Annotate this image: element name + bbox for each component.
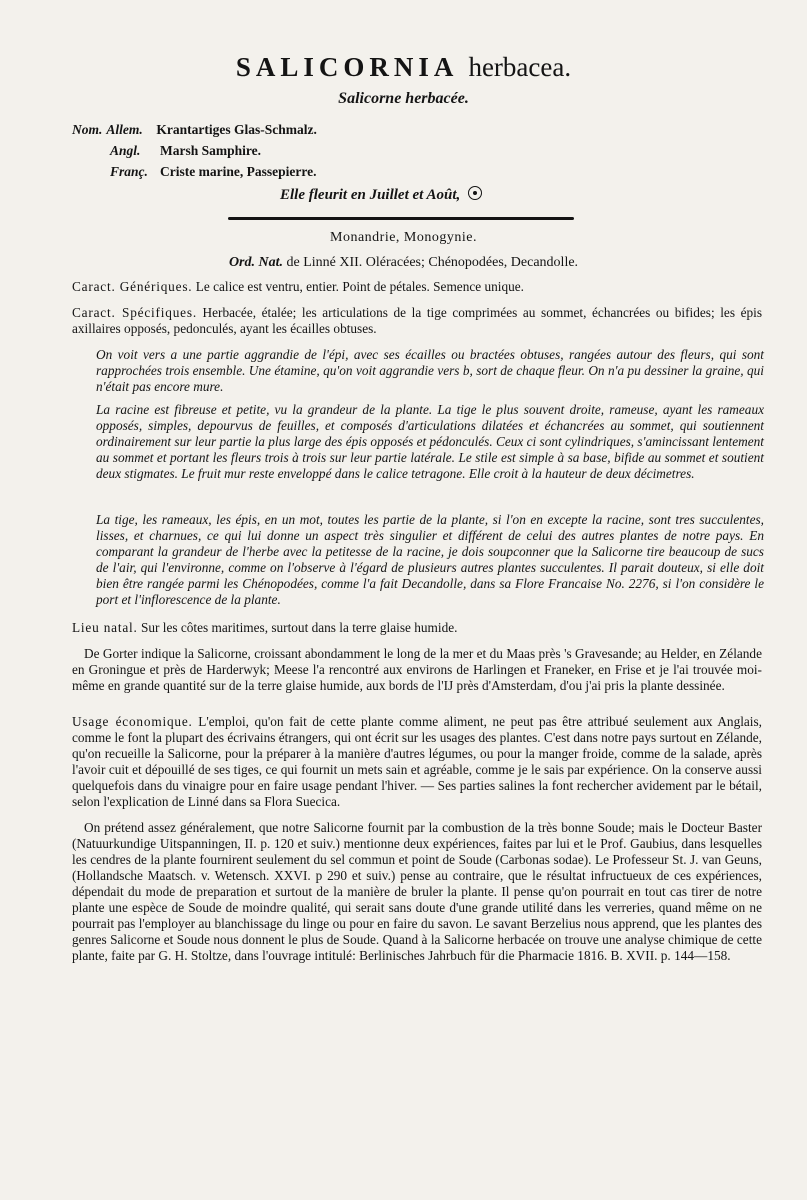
ord-nat-text: de Linné XII. Oléracées; Chénopodées, Decandolle.	[286, 255, 579, 270]
economic-usage	[72, 714, 762, 810]
usage-label: Usage économique.	[72, 714, 193, 729]
lang-german: Allem.	[106, 122, 143, 137]
name-german: Krantartiges Glas-Schmalz.	[156, 122, 317, 137]
perennial-symbol-icon	[468, 186, 482, 200]
name-english: Marsh Samphire.	[160, 143, 262, 158]
page-title	[0, 52, 807, 82]
natural-order	[0, 255, 807, 271]
genus-name: SALICORNIA	[235, 52, 459, 82]
usage-text: L'emploi, qu'on fait de cette plante comme aliment, ne peut pas être attribué seulement aux Anglais, comme le font la plupart des écrivains étrangers, qui ont écrit sur les usages des plantes. C'est dans notre pays surtout en Zélande, qu'on recueille la Salicorne, pour la préparer à la manière d'autres légumes, ou pour la manger froide, comme de la salade, après l'avoir cuit et dépouillé de ses tiges, ce qui fournit un mets sain et agréable, comme je le sais par expérience. On la conserve aussi quelquefois dans du vinaigre pour en faire usage pendant l'hiver. — Ses parties salines la font rechercher avidement par le bétail, selon l'explication de Linné dans sa Flora Suecica.	[72, 714, 763, 809]
specific-characters	[72, 305, 762, 337]
paragraph-soda: On prétend assez généralement, que notre Salicorne fournit par la combustion de la très bonne Soude; mais le Docteur Baster (Natuurkundige Uitspanningen, II. p. 120 et suiv.) mentionne deux expériences, faites par lui et le Prof. Gaubius, dans lesquelles les cendres de la plante fournirent seulement du sel commun et point de Soude (Carbonas sodae). Le Professeur St. J. van Geuns, (Hollandsche Maatsch. v. Wetensch. XXVI. p 290 et suiv.) pense au contraire, que le résultat infructueux de ces expériences, dépendait du mode de preparation et surtout de la manière de bruler la plante. Il pense qu'on pourrait en tout cas tirer de notre plante une espèce de Soude de moindre qualité, qui serait sans doute d'une grande utilité dans les verreries, quand même on ne pourrait pas l'employer au blanchissage du linge ou pour en faire du savon. Le savant Berzelius nous apprend, que les plantes des genres Salicorne et Soude nous donnent le plus de Soude. Quand à la Salicorne herbacée on trouve une analyse chimique de cette plante, faite par G. H. Stoltze, dans l'ouvrage intitulé: Berlinisches Jahrbuch für die Pharmacie 1816. B. XVII. p. 144—158.	[72, 820, 762, 963]
name-row-english	[72, 143, 317, 164]
habitat-label: Lieu natal.	[72, 620, 138, 635]
lang-french: Franç.	[110, 164, 148, 179]
divider-rule	[228, 217, 574, 220]
paragraph-description: La racine est fibreuse et petite, vu la grandeur de la plante. La tige le plus souvent droite, rameuse, ayant les rameaux opposés, simples, depourvus de feuilles, et composés d'articulations dilatées et échancrées au sommet, qui soutiennent ordinairement sur leur partie la plus large des épis opposés et pédonculés. Ceux ci sont cylindriques, s'amincissant lentement au sommet et portant les fleurs trois à trois sur leur partie latérale. Le stile est simple à sa base, bifide au sommet et soutient deux stigmates. Le fruit mur reste enveloppé dans le calice tetragone. Elle croit à la hauteur de deux décimetres.	[96, 402, 764, 481]
vernacular-names	[72, 122, 317, 185]
linnean-class: Monandrie, Monogynie.	[330, 230, 477, 245]
lang-english: Angl.	[110, 143, 141, 158]
habitat	[72, 620, 762, 636]
flowering-text: Elle fleurit en Juillet et Août,	[280, 187, 461, 203]
specific-label: Caract. Spécifiques.	[72, 305, 197, 320]
flowering-period	[280, 186, 482, 204]
common-name: Salicorne herbacée.	[338, 90, 469, 107]
species-name: herbacea.	[468, 52, 572, 82]
generic-label: Caract. Génériques.	[72, 279, 193, 294]
paragraph-succulence: La tige, les rameaux, les épis, en un mot, toutes les partie de la plante, si l'on en excepte la racine, sont tres succulentes, lisses, et charnues, ce qui lui donne un aspect très singulier et différent de celui des autres plantes de notre pays. En comparant la grandeur de l'herbe avec la petitesse de la racine, je dois soupconner que la Salicorne tire beaucoup de sucs de l'air, qui l'environne, comme on l'observe à l'égard de plusieurs autres plantes succulentes. Il parait douteux, si elle doit bien être rangée parmi les Chénopodées, comme l'a fait Decandolle, dans sa Flore Francaise No. 2276, si l'on considère le port et l'inflorescence de la plante.	[96, 512, 764, 607]
paragraph-localities: De Gorter indique la Salicorne, croissant abondamment le long de la mer et du Maas près 's Gravesande; au Helder, en Zélande en Groningue et près de Harderwyk; Meese l'a rencontré aux environs de Harlingen et Franeker, en Frise et je l'ai trouvée moi-même en grande quantité sur de la terre glaise humide, aux bords de l'IJ près d'Amsterdam, d'ou j'ai pris la plante dessinée.	[72, 646, 762, 693]
names-prefix: Nom.	[72, 122, 103, 137]
specific-text: Herbacée, étalée; les articulations de la tige comprimées au sommet, échancrées ou bifides; les épis axillaires opposés, pedonculés, ayant les écailles obtuses.	[72, 305, 763, 336]
habitat-text: Sur les côtes maritimes, surtout dans la terre glaise humide.	[140, 620, 458, 635]
generic-characters	[72, 279, 762, 295]
name-row-french	[72, 164, 317, 185]
generic-text: Le calice est ventru, entier. Point de pétales. Semence unique.	[195, 279, 524, 294]
name-french: Criste marine, Passepierre.	[160, 164, 317, 179]
name-row-german	[72, 122, 317, 143]
paragraph-figure-notes: On voit vers a une partie aggrandie de l'épi, avec ses écailles ou bractées obtuses, rangées autour des fleurs, qui sont rapprochées trois ensemble. Une étamine, qu'on voit aggrandie vers b, sort de chaque fleur. On n'a pu dessiner la graine, qui n'était pas encore mure.	[96, 347, 764, 394]
ord-nat-label: Ord. Nat.	[228, 255, 283, 270]
